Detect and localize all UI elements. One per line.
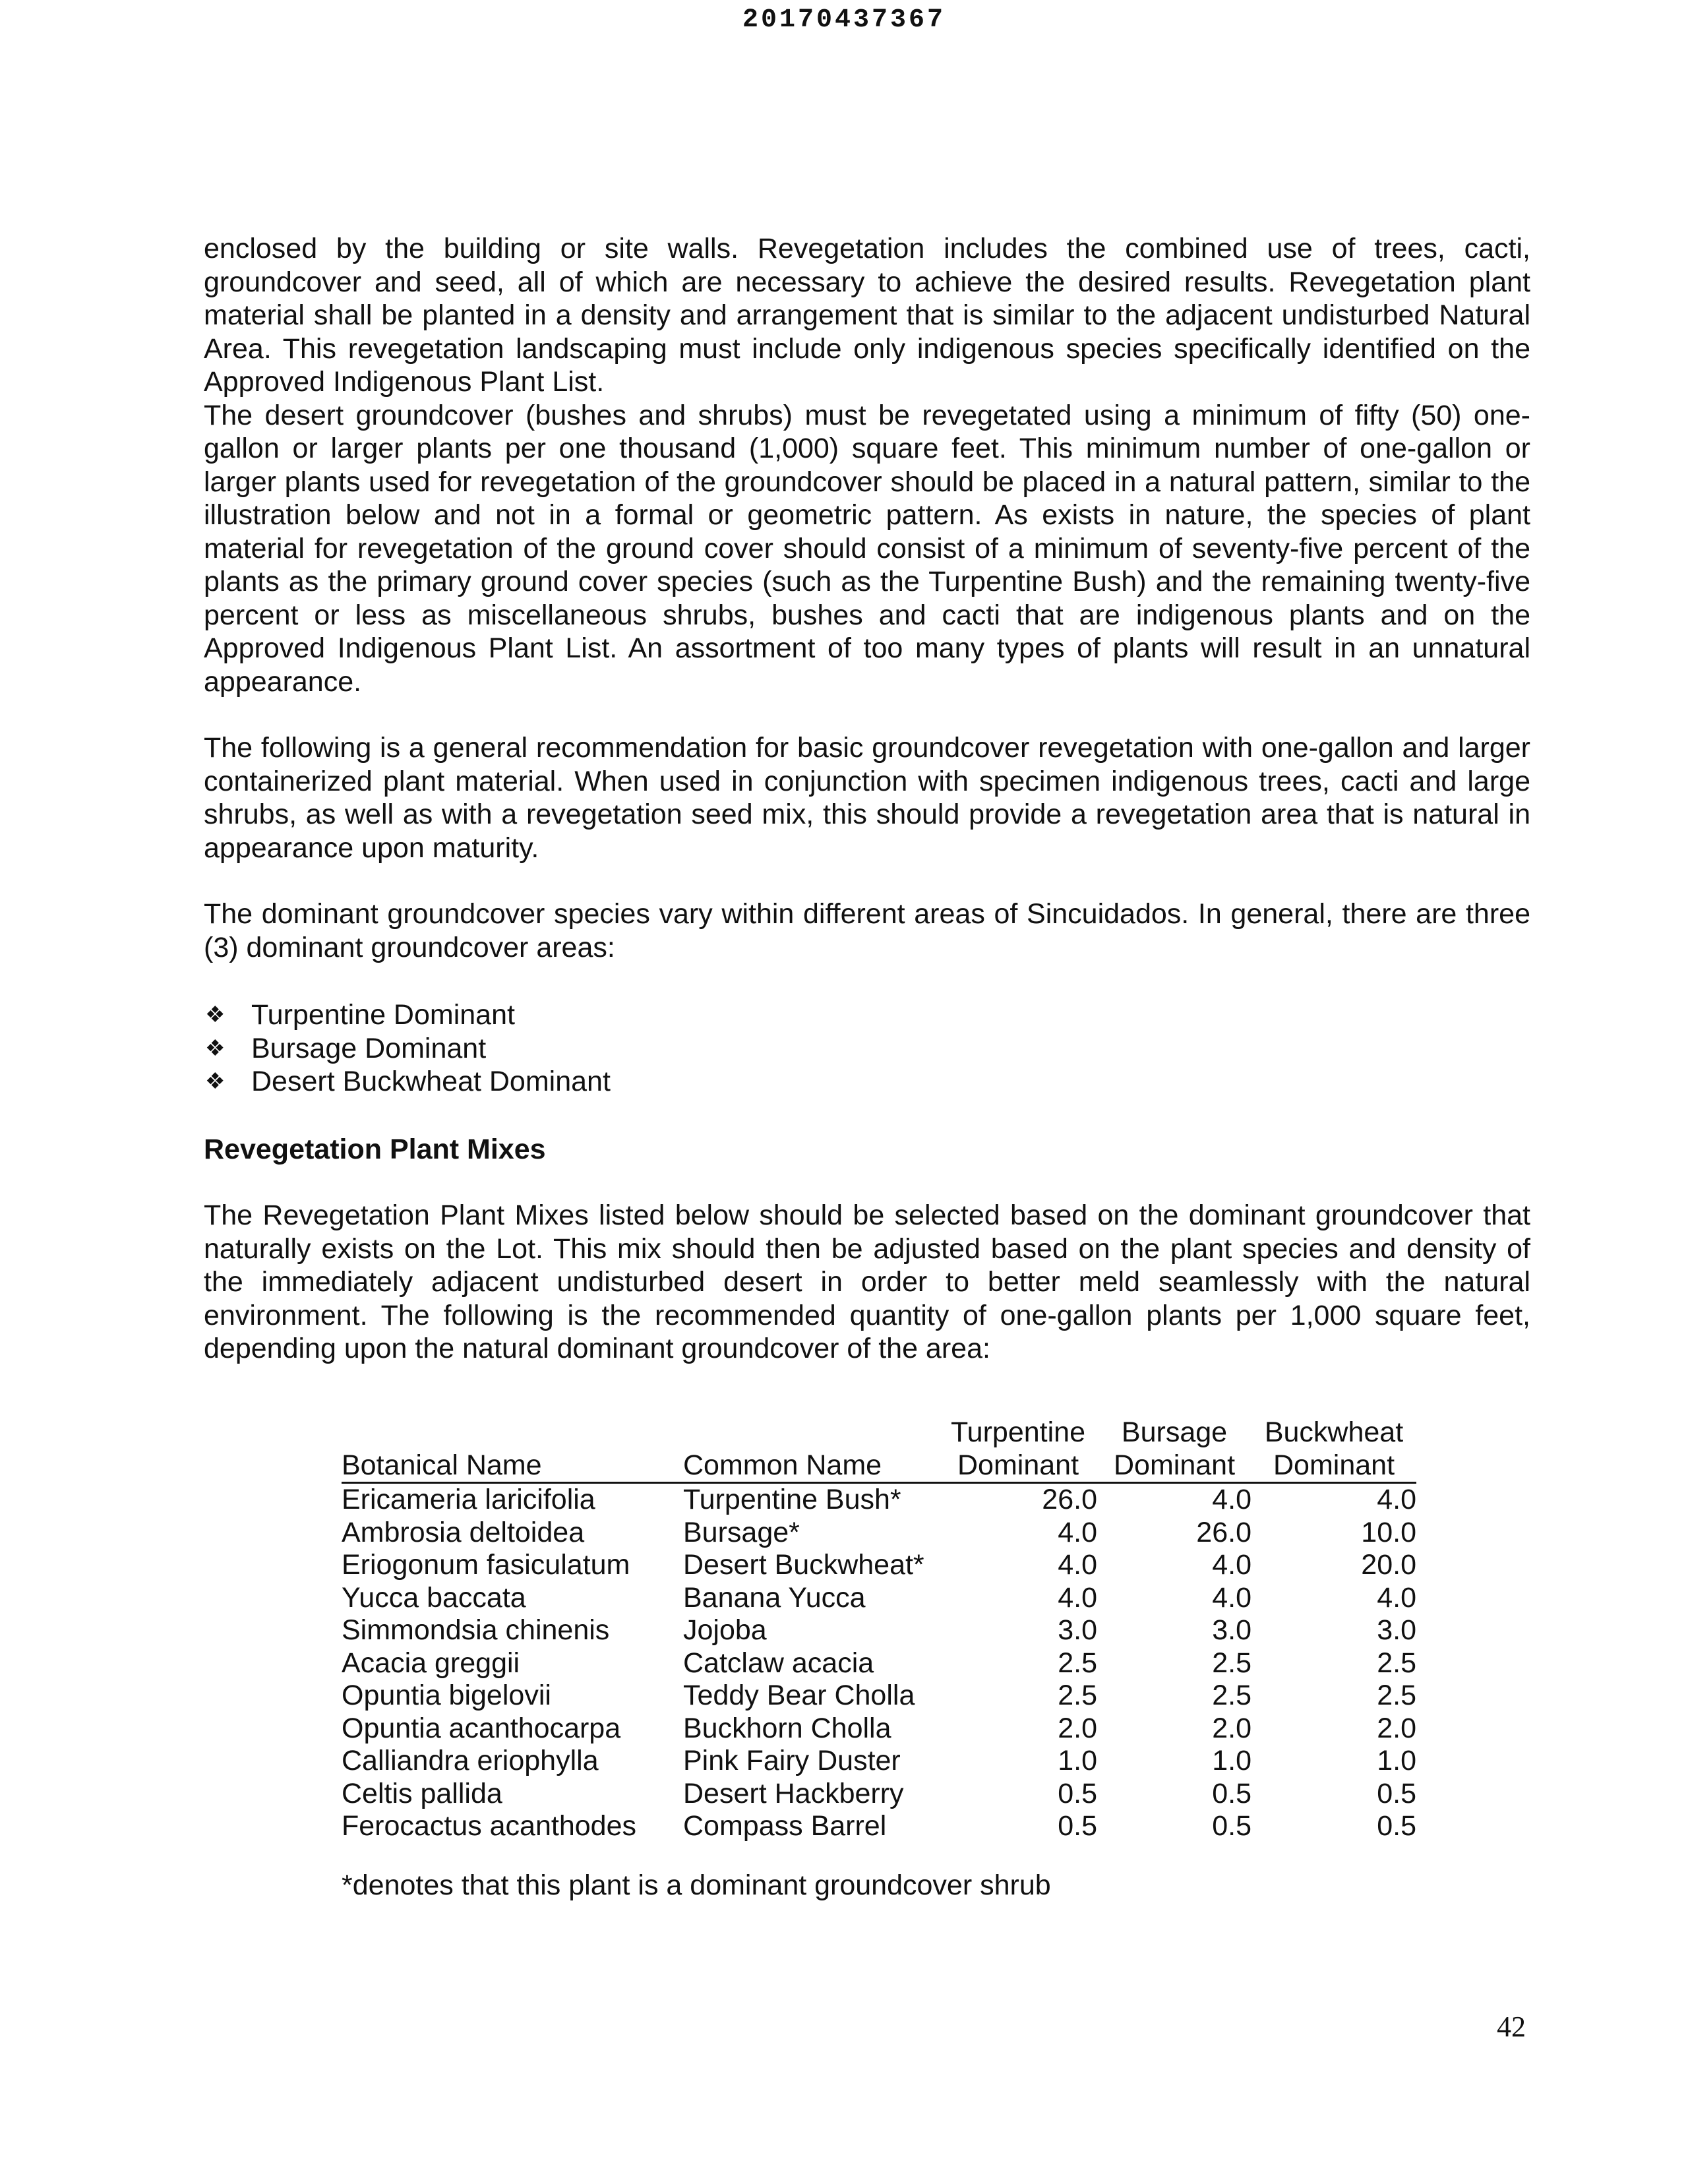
cell-turpentine: 2.5 xyxy=(1058,1647,1097,1679)
cell-bursage: 3.0 xyxy=(1212,1614,1251,1646)
cell-common: Buckhorn Cholla xyxy=(683,1712,891,1744)
cell-turpentine: 4.0 xyxy=(1058,1549,1097,1581)
cell-botanical: Ericameria laricifolia xyxy=(342,1484,595,1515)
list-item-label: Turpentine Dominant xyxy=(251,999,515,1031)
cell-botanical: Calliandra eriophylla xyxy=(342,1745,599,1776)
table-row xyxy=(342,1745,1416,1778)
cell-bursage: 2.5 xyxy=(1212,1647,1251,1679)
table-row xyxy=(342,1517,1416,1550)
diamond-bullet-icon: ❖ xyxy=(205,1035,226,1061)
revegetation-plant-mix-table xyxy=(342,1416,1416,1843)
table-row xyxy=(342,1549,1416,1582)
cell-common: Teddy Bear Cholla xyxy=(683,1680,915,1711)
cell-common: Jojoba xyxy=(683,1614,767,1646)
cell-buckwheat: 3.0 xyxy=(1377,1614,1416,1646)
table-row xyxy=(342,1713,1416,1745)
header-turpentine-top: Turpentine xyxy=(951,1416,1085,1448)
list-item xyxy=(204,998,1530,1032)
table-header-row xyxy=(342,1449,1416,1483)
page-number: 42 xyxy=(1497,2011,1526,2043)
cell-buckwheat: 20.0 xyxy=(1361,1549,1416,1581)
document-number: 20170437367 xyxy=(742,5,946,35)
cell-common: Banana Yucca xyxy=(683,1581,866,1614)
table-header-row-top xyxy=(342,1416,1416,1449)
table-row xyxy=(342,1810,1416,1843)
cell-common: Pink Fairy Duster xyxy=(683,1745,901,1776)
cell-turpentine: 4.0 xyxy=(1058,1516,1097,1548)
cell-common: Desert Buckwheat* xyxy=(683,1549,924,1581)
list-item xyxy=(204,1032,1530,1066)
paragraph-general-recommendation: The following is a general recommendation for basic groundcover revegetation with one-gallon and larger containerized plant material. When used in conjunction with specimen indigenous trees, cacti and large shrubs, as well as with a revegetation seed mix, this should provide a revegetation area that is natural in appearance upon maturity. xyxy=(204,732,1530,864)
diamond-bullet-icon: ❖ xyxy=(205,1002,226,1027)
cell-buckwheat: 1.0 xyxy=(1377,1745,1416,1776)
paragraph-plant-mixes: The Revegetation Plant Mixes listed below should be selected based on the dominant groundcover that naturally exists on the Lot. This mix should then be adjusted based on the plant species and density of the immediately adjacent undisturbed desert in order to better meld seamlessly with the natural environment. The following is the recommended quantity of one-gallon plants per 1,000 square feet, depending upon the natural dominant groundcover of the area: xyxy=(204,1199,1530,1364)
table-footnote: *denotes that this plant is a dominant groundcover shrub xyxy=(342,1869,1051,1901)
section-heading: Revegetation Plant Mixes xyxy=(204,1133,546,1165)
header-buckwheat-bottom: Dominant xyxy=(1251,1449,1416,1483)
cell-bursage: 26.0 xyxy=(1196,1516,1251,1548)
cell-buckwheat: 2.0 xyxy=(1377,1712,1416,1744)
cell-common: Compass Barrel xyxy=(683,1810,887,1842)
cell-botanical: Ambrosia deltoidea xyxy=(342,1516,585,1548)
cell-turpentine: 3.0 xyxy=(1058,1614,1097,1646)
header-botanical-name: Botanical Name xyxy=(342,1449,683,1483)
table-row xyxy=(342,1647,1416,1680)
cell-turpentine: 0.5 xyxy=(1058,1777,1097,1809)
header-bursage-bottom: Dominant xyxy=(1097,1449,1251,1483)
table-row xyxy=(342,1483,1416,1517)
cell-botanical: Eriogonum fasiculatum xyxy=(342,1549,630,1581)
cell-turpentine: 26.0 xyxy=(1042,1484,1097,1515)
cell-common: Turpentine Bush* xyxy=(683,1484,901,1515)
cell-bursage: 4.0 xyxy=(1212,1549,1251,1581)
cell-common: Catclaw acacia xyxy=(683,1647,874,1679)
paragraph-groundcover-density: The desert groundcover (bushes and shrubs) must be revegetated using a minimum of fifty (50) one-gallon or larger plants per one thousand (1,000) square feet. This minimum number of one-gallon or larger plants used for revegetation of the groundcover should be placed in a natural pattern, similar to the illustration below and not in a formal or geometric pattern. As exists in nature, the species of plant material for revegetation of the ground cover should consist of a minimum of seventy-five percent of the plants as the primary ground cover species (such as the Turpentine Bush) and the remaining twenty-five percent or less as miscellaneous shrubs, bushes and cacti that are indigenous plants and on the Approved Indigenous Plant List. An assortment of too many types of plants will result in an unnatural appearance. xyxy=(204,399,1530,698)
cell-bursage: 0.5 xyxy=(1212,1777,1251,1809)
cell-buckwheat: 4.0 xyxy=(1377,1484,1416,1515)
list-item-label: Desert Buckwheat Dominant xyxy=(251,1066,611,1097)
cell-turpentine: 0.5 xyxy=(1058,1810,1097,1842)
cell-turpentine: 2.0 xyxy=(1058,1712,1097,1744)
list-item-label: Bursage Dominant xyxy=(251,1032,487,1064)
header-common-name: Common Name xyxy=(683,1449,939,1483)
table-row xyxy=(342,1680,1416,1713)
cell-botanical: Yucca baccata xyxy=(342,1581,526,1614)
cell-bursage: 4.0 xyxy=(1212,1484,1251,1515)
cell-bursage: 0.5 xyxy=(1212,1810,1251,1842)
cell-botanical: Celtis pallida xyxy=(342,1777,502,1809)
table-row xyxy=(342,1582,1416,1615)
cell-bursage: 2.0 xyxy=(1212,1712,1251,1744)
cell-common: Bursage* xyxy=(683,1516,800,1548)
table-row xyxy=(342,1778,1416,1811)
cell-botanical: Opuntia bigelovii xyxy=(342,1680,551,1711)
cell-buckwheat: 10.0 xyxy=(1361,1516,1416,1548)
diamond-bullet-icon: ❖ xyxy=(205,1069,226,1094)
table-row xyxy=(342,1614,1416,1647)
cell-buckwheat: 2.5 xyxy=(1377,1680,1416,1711)
cell-bursage: 1.0 xyxy=(1212,1745,1251,1776)
cell-common: Desert Hackberry xyxy=(683,1777,904,1809)
cell-buckwheat: 0.5 xyxy=(1377,1810,1416,1842)
cell-turpentine: 4.0 xyxy=(1058,1581,1097,1614)
paragraph-revegetation-intro: enclosed by the building or site walls. Revegetation includes the combined use of trees, cacti, groundcover and seed, all of which are necessary to achieve the desired results. Revegetation plant material shall be planted in a density and arrangement that is similar to the adjacent undisturbed Natural Area. This revegetation landscaping must include only indigenous species specifically identified on the Approved Indigenous Plant List. xyxy=(204,233,1530,398)
list-item xyxy=(204,1065,1530,1099)
cell-bursage: 4.0 xyxy=(1212,1581,1251,1614)
cell-buckwheat: 0.5 xyxy=(1377,1777,1416,1809)
cell-botanical: Simmondsia chinenis xyxy=(342,1614,610,1646)
cell-bursage: 2.5 xyxy=(1212,1680,1251,1711)
header-buckwheat-top: Buckwheat xyxy=(1264,1416,1404,1448)
cell-botanical: Opuntia acanthocarpa xyxy=(342,1712,621,1744)
header-turpentine-bottom: Dominant xyxy=(939,1449,1097,1483)
cell-botanical: Ferocactus acanthodes xyxy=(342,1810,636,1842)
cell-buckwheat: 2.5 xyxy=(1377,1647,1416,1679)
cell-turpentine: 1.0 xyxy=(1058,1745,1097,1776)
cell-botanical: Acacia greggii xyxy=(342,1647,520,1679)
paragraph-dominant-species: The dominant groundcover species vary within different areas of Sincuidados. In general, there are three (3) dominant groundcover areas: xyxy=(204,898,1530,963)
document-body xyxy=(204,232,1530,1366)
cell-turpentine: 2.5 xyxy=(1058,1680,1097,1711)
cell-buckwheat: 4.0 xyxy=(1377,1581,1416,1614)
header-bursage-top: Bursage xyxy=(1121,1416,1228,1448)
dominant-areas-list xyxy=(204,998,1530,1099)
